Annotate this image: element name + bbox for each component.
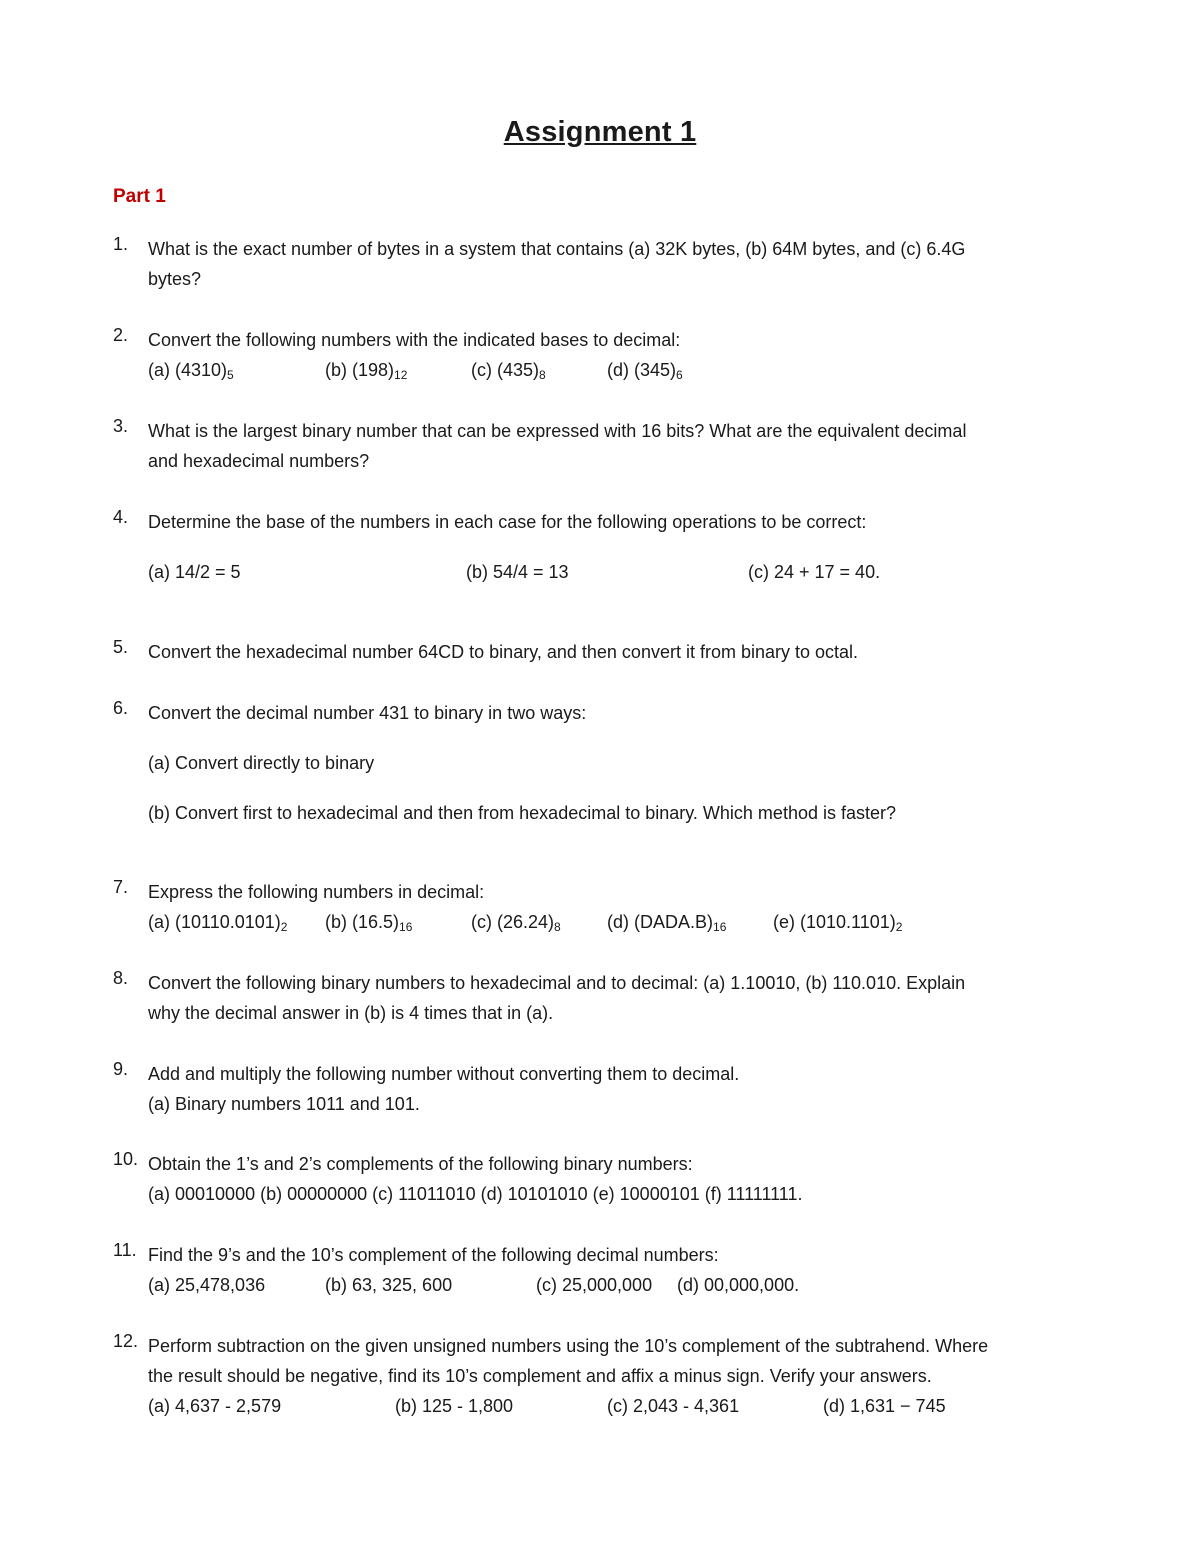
question-text-line: Add and multiply the following number without converting them to decimal. xyxy=(148,1064,740,1084)
option-d: (d) 00,000,000. xyxy=(677,1275,800,1295)
question-number: 6. xyxy=(113,698,129,718)
sub-item-b: (b) Convert first to hexadecimal and then from hexadecimal to binary. Which method is faster? xyxy=(148,803,897,823)
question-text-line: (a) 00010000 (b) 00000000 (c) 11011010 (d) 10101010 (e) 10000101 (f) 11111111. xyxy=(148,1184,803,1204)
page-title: Assignment 1 xyxy=(503,116,697,148)
question-number: 8. xyxy=(113,968,129,988)
options-row xyxy=(148,557,1088,587)
question-number: 11. xyxy=(113,1240,137,1260)
option-c: (c) 24 + 17 = 40. xyxy=(748,562,881,582)
question-text-line: Convert the hexadecimal number 64CD to binary, and then convert it from binary to octal. xyxy=(148,642,859,662)
option-d: (d) $(345)_6$ xyxy=(607,360,683,382)
question-text-line: (a) Binary numbers 1011 and 101. xyxy=(148,1094,420,1114)
question-number: 3. xyxy=(113,416,129,436)
option-c: (c) 25,000,000 xyxy=(536,1275,653,1295)
question-number: 4. xyxy=(113,507,129,527)
options-row xyxy=(148,355,1088,385)
option-b: (b) 63, 325, 600 xyxy=(325,1275,453,1295)
option-a: (a) 4,637 - 2,579 xyxy=(148,1396,282,1416)
question-text-line: Determine the base of the numbers in each case for the following operations to be correct: xyxy=(148,512,867,532)
question-text-line: the result should be negative, find its 10’s complement and affix a minus sign. Verify your answers. xyxy=(148,1366,932,1386)
question-text-line: Find the 9’s and the 10’s complement of the following decimal numbers: xyxy=(148,1245,719,1265)
option-c: (c) $(435)_8$ xyxy=(471,360,546,382)
option-a: (a) 14/2 = 5 xyxy=(148,562,241,582)
options-row xyxy=(148,1270,1088,1300)
question-text-line: Convert the following binary numbers to hexadecimal and to decimal: (a) 1.10010, (b) 110.010. Explain xyxy=(148,973,966,993)
option-d: (d) $(DADA.B)_{16}$ xyxy=(607,912,727,934)
question-text-line: and hexadecimal numbers? xyxy=(148,451,370,471)
question-text-line: Convert the decimal number 431 to binary in two ways: xyxy=(148,703,587,723)
option-e: (e) $(1010.1101)_2$ xyxy=(773,912,903,934)
option-b: (b) 125 - 1,800 xyxy=(395,1396,514,1416)
option-b: (b) $(198)_{12}$ xyxy=(325,360,408,382)
option-a: (a) $(10110.0101)_2$ xyxy=(148,912,288,934)
option-b: (b) 54/4 = 13 xyxy=(466,562,569,582)
question-text-line: Express the following numbers in decimal: xyxy=(148,882,485,902)
question-text-line: Obtain the 1’s and 2’s complements of the following binary numbers: xyxy=(148,1154,693,1174)
question-number: 1. xyxy=(113,234,129,254)
question-text-line: why the decimal answer in (b) is 4 times that in (a). xyxy=(148,1003,554,1023)
option-b: (b) $(16.5)_{16}$ xyxy=(325,912,413,934)
question-text-line: Convert the following numbers with the indicated bases to decimal: xyxy=(148,330,681,350)
question-text-line: What is the exact number of bytes in a system that contains (a) 32K bytes, (b) 64M bytes, and (c) 6.4G xyxy=(148,239,966,259)
option-a: (a) 25,478,036 xyxy=(148,1275,266,1295)
question-number: 12. xyxy=(113,1331,139,1351)
question-text-line: What is the largest binary number that can be expressed with 16 bits? What are the equivalent decimal xyxy=(148,421,967,441)
question-number: 7. xyxy=(113,877,129,897)
question-number: 10. xyxy=(113,1149,139,1169)
option-a: (a) $(4310)_5$ xyxy=(148,360,234,382)
question-text-line: Perform subtraction on the given unsigned numbers using the 10’s complement of the subtrahend. Where xyxy=(148,1336,989,1356)
part-heading: Part 1 xyxy=(113,186,166,207)
question-number: 2. xyxy=(113,325,129,345)
option-c: (c) 2,043 - 4,361 xyxy=(607,1396,740,1416)
question-number: 9. xyxy=(113,1059,129,1079)
sub-item-a: (a) Convert directly to binary xyxy=(148,753,375,773)
question-number: 5. xyxy=(113,637,129,657)
options-row xyxy=(148,907,1088,937)
options-row xyxy=(148,1391,1088,1421)
option-d: (d) 1,631 − 745 xyxy=(823,1396,946,1416)
question-text-line: bytes? xyxy=(148,269,202,289)
option-c: (c) $(26.24)_8$ xyxy=(471,912,561,934)
